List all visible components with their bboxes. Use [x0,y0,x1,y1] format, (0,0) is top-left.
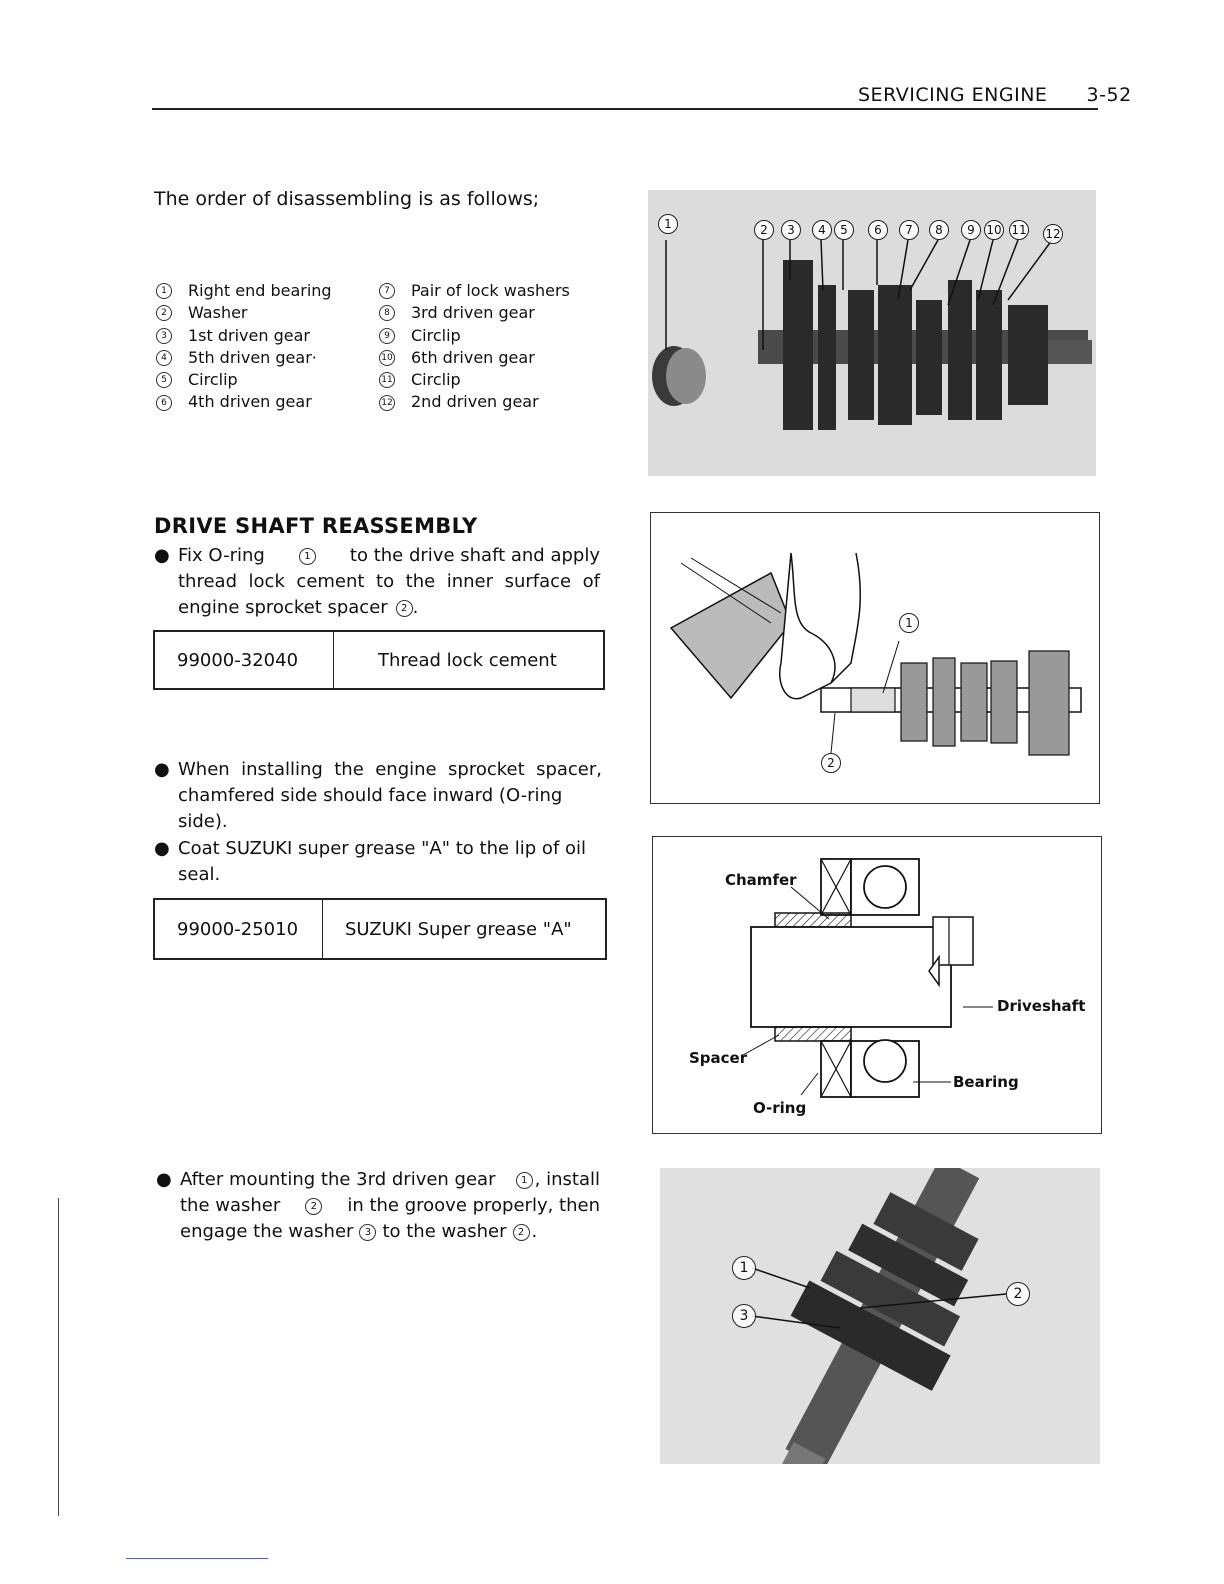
bullet-text: chamfered side should face inward (O-ring side). [178,785,563,832]
bullet-text: Fix O-ring [178,545,265,566]
list-item [156,369,332,391]
ref-number: 1 [516,1172,533,1189]
cross-section-illustration [653,837,1101,1133]
spec-name: SUZUKI Super grease "A" [345,918,572,940]
list-item [379,302,570,324]
callout-2: 2 [754,220,774,240]
item-label: Circlip [411,325,461,345]
callout-9: 9 [961,220,981,240]
callout-5: 5 [834,220,854,240]
spec-name: Thread lock cement [378,649,557,671]
list-item [156,302,332,324]
spacer-cross-section-diagram [652,836,1102,1134]
running-header [858,84,1132,106]
list-item [379,280,570,302]
list-item [156,391,332,413]
footer-rule [126,1558,268,1559]
callout-12: 12 [1043,224,1063,244]
list-item [379,325,570,347]
item-label: 3rd driven gear [411,303,535,323]
bullet-text: Coat SUZUKI super grease "A" to the lip of oil [178,838,587,859]
spec-box-super-grease [153,898,607,960]
bullet-text: seal. [178,864,221,885]
bullet-text: the washer [180,1195,281,1216]
callout-8: 8 [929,220,949,240]
item-label: Circlip [188,370,238,390]
item-number: 11 [379,372,395,388]
ref-number: 2 [305,1198,322,1215]
list-item [379,391,570,413]
header-rule [152,108,1098,110]
item-number: 8 [379,305,395,321]
parts-list-right [379,280,570,414]
item-number: 7 [379,283,395,299]
spec-code: 99000-32040 [155,632,334,688]
item-label: Pair of lock washers [411,281,570,300]
list-item [156,347,332,369]
item-number: 2 [156,305,172,321]
list-item [379,347,570,369]
item-label: 6th driven gear [411,347,535,367]
parts-list-left [156,280,332,414]
header-section: SERVICING ENGINE [858,84,1048,106]
bullet-washer-install [156,1167,600,1245]
bullet-text: to the washer [382,1221,507,1242]
callout-7: 7 [899,220,919,240]
item-label: 2nd driven gear [411,392,539,412]
bullet-text: in the groove properly, then [347,1195,600,1216]
bullet-text: engage the washer [180,1221,354,1242]
bullet-dot: ● [156,1169,172,1190]
item-number: 5 [156,372,172,388]
ref-number: 1 [299,548,316,565]
intro-text: The order of disassembling is as follows; [154,188,540,210]
bullet-dot: ● [154,545,170,566]
callout-1: 1 [899,613,919,633]
washer-photo [660,1168,1100,1464]
item-number: 6 [156,395,172,411]
callout-11: 11 [1009,220,1029,240]
cement-application-figure [650,512,1100,804]
ref-number: 3 [359,1224,376,1241]
spec-box-thread-lock [153,630,605,690]
cement-application-illustration [651,513,1099,803]
label-oring: O-ring [753,1099,807,1117]
item-label: 1st driven gear [188,325,310,345]
callout-3: 3 [781,220,801,240]
bullet-text: After mounting the 3rd driven gear [180,1169,496,1190]
bullet-spacer-install [154,757,602,835]
callout-2: 2 [1006,1282,1030,1306]
item-label: Right end bearing [188,281,332,300]
label-chamfer: Chamfer [725,871,797,889]
callout-1: 1 [658,214,678,234]
item-label: 4th driven gear [188,392,312,412]
bullet-text: , install [534,1169,600,1190]
item-number: 12 [379,395,395,411]
item-label: 5th driven gear· [188,347,317,367]
bullet-dot: ● [154,759,170,780]
list-item [156,280,332,302]
ref-number: 2 [513,1224,530,1241]
item-number: 9 [379,328,395,344]
washer-illustration [660,1168,1100,1464]
callout-6: 6 [868,220,888,240]
ref-number: 2 [396,600,413,617]
bullet-text: thread lock cement to the inner surface of [178,571,600,592]
section-title: DRIVE SHAFT REASSEMBLY [154,514,478,538]
bullet-text: to the drive shaft and apply [349,545,600,566]
bullet-text: When installing the engine sprocket spacer, [178,759,602,780]
callout-1: 1 [732,1256,756,1280]
callout-4: 4 [812,220,832,240]
item-number: 4 [156,350,172,366]
item-label: Circlip [411,370,461,390]
bullet-text: . [531,1221,538,1242]
callout-10: 10 [984,220,1004,240]
callout-3: 3 [732,1304,756,1328]
item-number: 10 [379,350,395,366]
item-number: 3 [156,328,172,344]
list-item [156,325,332,347]
gear-cluster-photo [648,190,1096,476]
label-spacer: Spacer [689,1049,748,1067]
list-item [379,369,570,391]
bullet-coat-grease [154,836,602,888]
header-page-number: 3-52 [1086,84,1132,106]
bullet-fix-oring: ● Fix O-ring 1 to the drive shaft and apply thread lock cement to the inner surface of engine sprocket spacer 2 . [178,543,600,621]
spec-code: 99000-25010 [155,900,323,958]
bullet-text: engine sprocket spacer [178,597,388,618]
callout-2: 2 [821,753,841,773]
item-number: 1 [156,283,172,299]
label-bearing: Bearing [953,1073,1019,1091]
bullet-dot: ● [154,838,170,859]
item-label: Washer [188,303,248,323]
binding-margin-line [58,1198,59,1516]
label-driveshaft: Driveshaft [997,997,1086,1015]
